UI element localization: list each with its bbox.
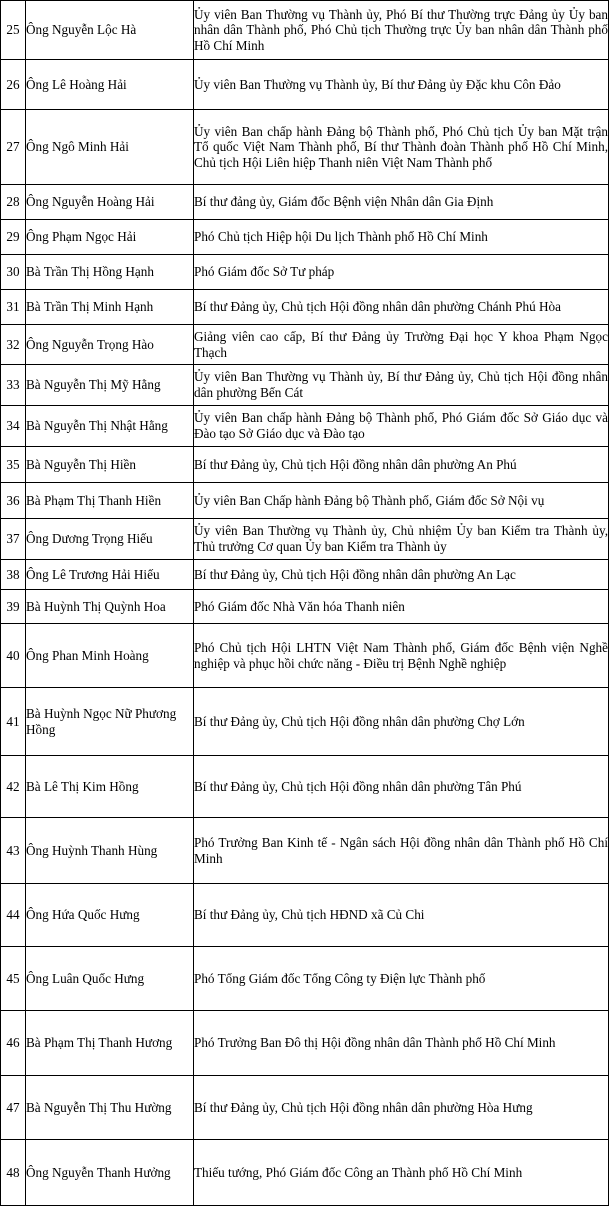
table-row (1, 1, 609, 60)
row-number-cell: 31 (1, 290, 26, 325)
row-number-cell: 39 (1, 590, 26, 624)
official-name-cell: Ông Luân Quốc Hưng (26, 947, 194, 1011)
official-position-cell: Bí thư Đảng ủy, Chủ tịch Hội đồng nhân dân phường An Lạc (194, 560, 609, 590)
table-row (1, 483, 609, 519)
row-number-cell: 29 (1, 220, 26, 255)
official-name-cell: Bà Nguyễn Thị Nhật Hằng (26, 406, 194, 447)
official-name-cell: Bà Phạm Thị Thanh Hiền (26, 483, 194, 519)
table-row (1, 406, 609, 447)
official-position-cell: Ủy viên Ban Thường vụ Thành ủy, Chủ nhiệm Ủy ban Kiểm tra Thành ủy, Thủ trưởng Cơ quan Ủy ban Kiểm tra Thành ủy (194, 519, 609, 560)
official-position-cell: Bí thư Đảng ủy, Chủ tịch HĐND xã Củ Chi (194, 884, 609, 947)
official-name-cell: Ông Nguyễn Lộc Hà (26, 1, 194, 60)
official-position-cell: Ủy viên Ban Thường vụ Thành ủy, Phó Bí thư Thường trực Đảng ủy Ủy ban nhân dân Thành phố, Phó Chủ tịch Thường trực Ủy ban nhân dân Thành phố Hồ Chí Minh (194, 1, 609, 60)
table-row (1, 365, 609, 406)
official-name-cell: Ông Nguyễn Hoàng Hải (26, 185, 194, 220)
official-name-cell: Bà Trần Thị Minh Hạnh (26, 290, 194, 325)
row-number-cell: 43 (1, 818, 26, 884)
row-number-cell: 32 (1, 325, 26, 365)
table-row (1, 756, 609, 818)
official-position-cell: Bí thư Đảng ủy, Chủ tịch Hội đồng nhân dân phường Tân Phú (194, 756, 609, 818)
row-number-cell: 36 (1, 483, 26, 519)
official-position-cell: Bí thư Đảng ủy, Chủ tịch Hội đồng nhân dân phường Chánh Phú Hòa (194, 290, 609, 325)
row-number-cell: 26 (1, 60, 26, 110)
table-body (1, 1, 609, 1206)
official-position-cell: Phó Chủ tịch Hiệp hội Du lịch Thành phố Hồ Chí Minh (194, 220, 609, 255)
official-name-cell: Bà Nguyễn Thị Thu Hường (26, 1076, 194, 1140)
official-name-cell: Bà Lê Thị Kim Hồng (26, 756, 194, 818)
official-name-cell: Ông Hứa Quốc Hưng (26, 884, 194, 947)
official-name-cell: Ông Huỳnh Thanh Hùng (26, 818, 194, 884)
official-position-cell: Ủy viên Ban Chấp hành Đảng bộ Thành phố, Giám đốc Sở Nội vụ (194, 483, 609, 519)
table-row (1, 110, 609, 185)
official-position-cell: Giảng viên cao cấp, Bí thư Đảng ủy Trường Đại học Y khoa Phạm Ngọc Thạch (194, 325, 609, 365)
official-name-cell: Bà Nguyễn Thị Mỹ Hằng (26, 365, 194, 406)
table-row (1, 884, 609, 947)
official-name-cell: Ông Phạm Ngọc Hải (26, 220, 194, 255)
official-position-cell: Bí thư đảng ủy, Giám đốc Bệnh viện Nhân dân Gia Định (194, 185, 609, 220)
official-name-cell: Ông Phan Minh Hoàng (26, 624, 194, 688)
row-number-cell: 28 (1, 185, 26, 220)
row-number-cell: 44 (1, 884, 26, 947)
row-number-cell: 37 (1, 519, 26, 560)
official-name-cell: Ông Nguyễn Thanh Hưởng (26, 1140, 194, 1206)
official-position-cell: Phó Giám đốc Sở Tư pháp (194, 255, 609, 290)
table-row (1, 290, 609, 325)
table-row (1, 560, 609, 590)
official-position-cell: Bí thư Đảng ủy, Chủ tịch Hội đồng nhân dân phường Hòa Hưng (194, 1076, 609, 1140)
official-name-cell: Bà Nguyễn Thị Hiền (26, 447, 194, 483)
official-position-cell: Bí thư Đảng ủy, Chủ tịch Hội đồng nhân dân phường An Phú (194, 447, 609, 483)
row-number-cell: 38 (1, 560, 26, 590)
official-position-cell: Phó Chủ tịch Hội LHTN Việt Nam Thành phố, Giám đốc Bệnh viện Nghề nghiệp và phục hồi chức năng - Điều trị Bệnh Nghề nghiệp (194, 624, 609, 688)
row-number-cell: 34 (1, 406, 26, 447)
official-position-cell: Ủy viên Ban chấp hành Đảng bộ Thành phố, Phó Giám đốc Sở Giáo dục và Đào tạo Sở Giáo dục và Đào tạo (194, 406, 609, 447)
official-name-cell: Bà Trần Thị Hồng Hạnh (26, 255, 194, 290)
official-name-cell: Ông Ngô Minh Hải (26, 110, 194, 185)
table-row (1, 325, 609, 365)
table-row (1, 185, 609, 220)
official-name-cell: Ông Nguyễn Trọng Hào (26, 325, 194, 365)
table-row (1, 447, 609, 483)
table-row (1, 947, 609, 1011)
official-position-cell: Bí thư Đảng ủy, Chủ tịch Hội đồng nhân dân phường Chợ Lớn (194, 688, 609, 756)
official-position-cell: Phó Trưởng Ban Đô thị Hội đồng nhân dân Thành phố Hồ Chí Minh (194, 1011, 609, 1076)
table-row (1, 60, 609, 110)
table-row (1, 624, 609, 688)
table-row (1, 688, 609, 756)
official-name-cell: Ông Lê Trương Hải Hiếu (26, 560, 194, 590)
official-name-cell: Ông Lê Hoàng Hải (26, 60, 194, 110)
row-number-cell: 30 (1, 255, 26, 290)
official-name-cell: Bà Huỳnh Thị Quỳnh Hoa (26, 590, 194, 624)
row-number-cell: 25 (1, 1, 26, 60)
table-row (1, 1011, 609, 1076)
official-position-cell: Phó Tổng Giám đốc Tổng Công ty Điện lực Thành phố (194, 947, 609, 1011)
official-position-cell: Ủy viên Ban chấp hành Đảng bộ Thành phố, Phó Chủ tịch Ủy ban Mặt trận Tổ quốc Việt Nam Thành phố, Bí thư Thành đoàn Thành phố Hồ Chí Minh, Chủ tịch Hội Liên hiệp Thanh niên Việt Nam Thành phố (194, 110, 609, 185)
official-position-cell: Ủy viên Ban Thường vụ Thành ủy, Bí thư Đảng ủy Đặc khu Côn Đảo (194, 60, 609, 110)
official-name-cell: Bà Huỳnh Ngọc Nữ Phương Hồng (26, 688, 194, 756)
table-row (1, 590, 609, 624)
row-number-cell: 41 (1, 688, 26, 756)
row-number-cell: 27 (1, 110, 26, 185)
official-position-cell: Ủy viên Ban Thường vụ Thành ủy, Bí thư Đảng ủy, Chủ tịch Hội đồng nhân dân phường Bến Cát (194, 365, 609, 406)
row-number-cell: 46 (1, 1011, 26, 1076)
row-number-cell: 45 (1, 947, 26, 1011)
row-number-cell: 48 (1, 1140, 26, 1206)
row-number-cell: 35 (1, 447, 26, 483)
row-number-cell: 40 (1, 624, 26, 688)
official-position-cell: Thiếu tướng, Phó Giám đốc Công an Thành phố Hồ Chí Minh (194, 1140, 609, 1206)
table-row (1, 519, 609, 560)
table-row (1, 220, 609, 255)
row-number-cell: 42 (1, 756, 26, 818)
table-row (1, 1140, 609, 1206)
official-name-cell: Bà Phạm Thị Thanh Hương (26, 1011, 194, 1076)
row-number-cell: 33 (1, 365, 26, 406)
table-row (1, 1076, 609, 1140)
table-row (1, 255, 609, 290)
table-row (1, 818, 609, 884)
official-position-cell: Phó Giám đốc Nhà Văn hóa Thanh niên (194, 590, 609, 624)
row-number-cell: 47 (1, 1076, 26, 1140)
official-name-cell: Ông Dương Trọng Hiếu (26, 519, 194, 560)
official-position-cell: Phó Trưởng Ban Kinh tế - Ngân sách Hội đồng nhân dân Thành phố Hồ Chí Minh (194, 818, 609, 884)
